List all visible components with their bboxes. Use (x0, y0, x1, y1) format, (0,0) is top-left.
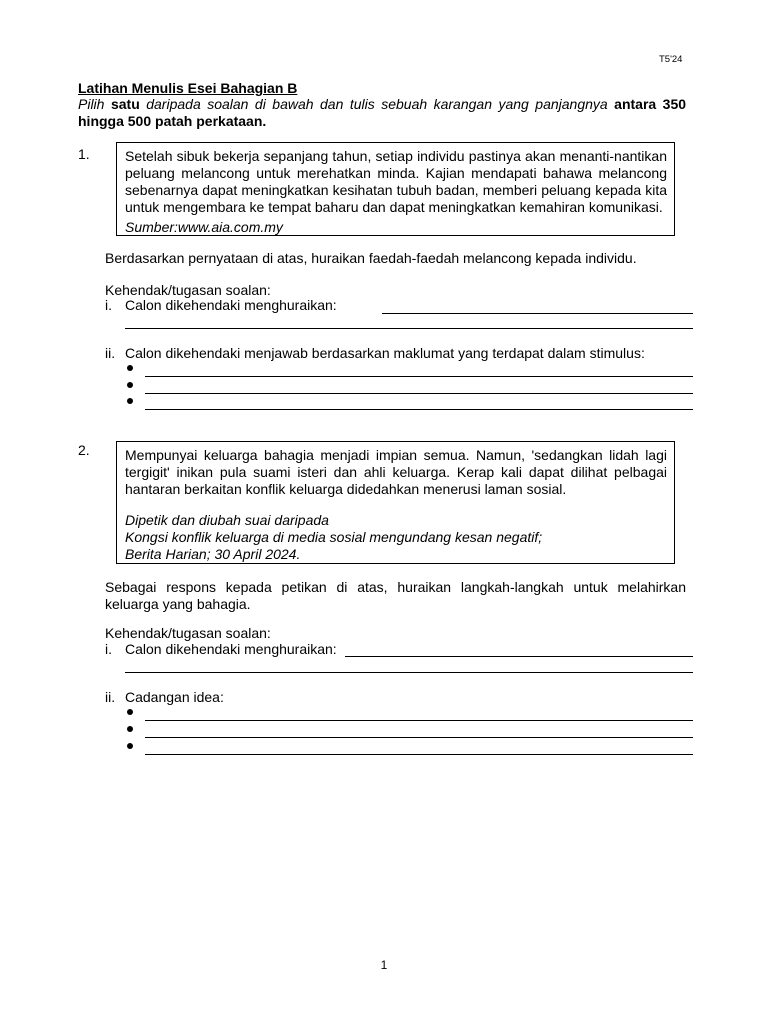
question-1-req-i-number: i. (105, 297, 112, 313)
question-1-source: Sumber:www.aia.com.my (125, 219, 283, 235)
answer-line[interactable] (145, 720, 693, 721)
question-2-source-line2: Kongsi konflik keluarga di media sosial mengundang kesan negatif; (125, 529, 543, 545)
question-2-req-i-number: i. (105, 641, 112, 657)
answer-line[interactable] (125, 328, 693, 329)
question-2-task: Sebagai respons kepada petikan di atas, huraikan langkah-langkah untuk melahirkan keluarga yang bahagia. (105, 579, 686, 612)
answer-line[interactable] (145, 376, 693, 377)
question-2-stimulus-box (116, 441, 675, 564)
instruction-part2: satu (110, 96, 140, 112)
bullet-icon (127, 743, 133, 749)
instruction-part3: daripada soalan di bawah dan tulis sebuah karangan yang panjangnya (146, 96, 608, 112)
bullet-icon (127, 709, 133, 715)
question-2-req-ii-number: ii. (105, 689, 116, 705)
question-1-req-heading: Kehendak/tugasan soalan: (105, 282, 271, 298)
question-1-stimulus-box (116, 142, 675, 236)
answer-line[interactable] (345, 656, 693, 657)
instruction-part1: Pilih (78, 96, 105, 112)
instruction-part4: antara 350 hingga 500 patah perkataan. (78, 96, 687, 129)
page-code: T5'24 (659, 54, 683, 65)
page-title: Latihan Menulis Esei Bahagian B (78, 80, 298, 96)
question-1-number: 1. (78, 146, 90, 162)
question-2-source-line1: Dipetik dan diubah suai daripada (125, 512, 329, 528)
bullet-icon (127, 726, 133, 732)
answer-line[interactable] (145, 737, 693, 738)
bullet-icon (127, 365, 133, 371)
bullet-icon (127, 382, 133, 388)
instruction (78, 96, 686, 130)
question-2-source-line3: Berita Harian; 30 April 2024. (125, 546, 301, 562)
question-2-req-heading: Kehendak/tugasan soalan: (105, 625, 271, 641)
answer-line[interactable] (145, 754, 693, 755)
question-1-req-ii-number: ii. (105, 345, 116, 361)
answer-line[interactable] (125, 672, 693, 673)
answer-line[interactable] (145, 393, 693, 394)
question-2-req-i: Calon dikehendaki menghuraikan: (125, 641, 337, 657)
answer-line[interactable] (382, 313, 693, 314)
question-1-req-ii: Calon dikehendaki menjawab berdasarkan maklumat yang terdapat dalam stimulus: (125, 345, 645, 361)
question-2-stimulus: Mempunyai keluarga bahagia menjadi impian semua. Namun, 'sedangkan lidah lagi tergigit' inikan pula suami isteri dan ahli keluarga. Kerap kali dapat dilihat pelbagai hantaran berkaitan konflik keluarga didedahkan menerusi laman sosial. (125, 447, 667, 497)
page-number: 1 (380, 958, 388, 972)
bullet-icon (127, 398, 133, 404)
question-1-stimulus: Setelah sibuk bekerja sepanjang tahun, setiap individu pastinya akan menanti-nantikan peluang melancong untuk merehatkan minda. Kajian mendapati bahawa melancong sebenarnya dapat meningkatkan kesihatan tubuh badan, memberi peluang kepada kita untuk mengembara ke tempat baharu dan dapat meningkatkan kemahiran komunikasi. (125, 148, 667, 215)
question-2-number: 2. (78, 442, 90, 458)
answer-line[interactable] (145, 409, 693, 410)
question-1-req-i: Calon dikehendaki menghuraikan: (125, 297, 337, 313)
question-1-task: Berdasarkan pernyataan di atas, huraikan faedah-faedah melancong kepada individu. (105, 250, 637, 266)
question-2-req-ii: Cadangan idea: (125, 689, 224, 705)
